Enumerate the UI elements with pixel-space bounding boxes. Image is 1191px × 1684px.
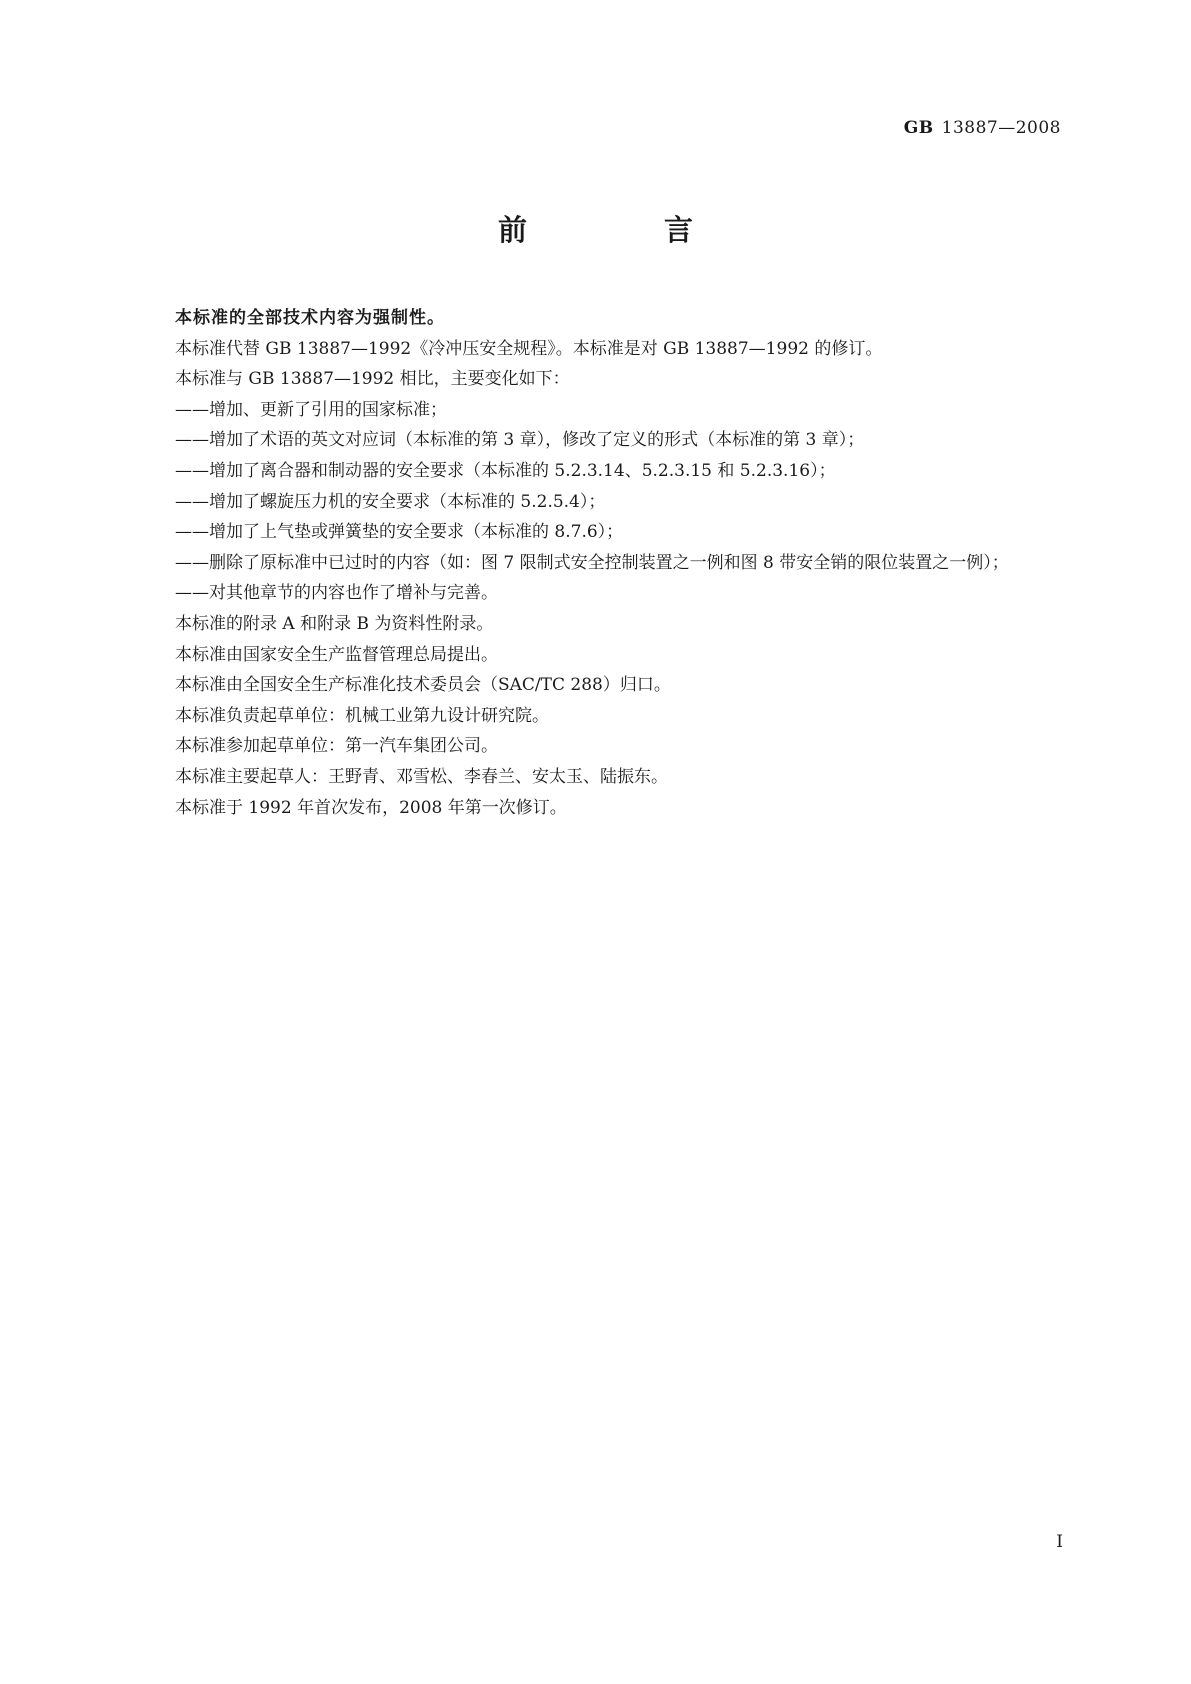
standard-number: 13887—2008 bbox=[941, 118, 1061, 138]
change-item: ——增加了术语的英文对应词（本标准的第 3 章），修改了定义的形式（本标准的第 3 章）； bbox=[175, 430, 865, 451]
appendix-statement: 本标准的附录 A 和附录 B 为资料性附录。 bbox=[175, 613, 494, 634]
page-number: I bbox=[1056, 1532, 1063, 1552]
mandatory-statement: 本标准的全部技术内容为强制性。 bbox=[175, 308, 445, 328]
foreword-body bbox=[175, 303, 1061, 823]
replacement-statement: 本标准代替 GB 13887—1992《冷冲压安全规程》。本标准是对 GB 13887—1992 的修订。 bbox=[175, 338, 883, 359]
change-item: ——增加了离合器和制动器的安全要求（本标准的 5.2.3.14、5.2.3.15 和 5.2.3.16）； bbox=[175, 460, 836, 481]
change-item: ——对其他章节的内容也作了增补与完善。 bbox=[175, 583, 498, 604]
changes-intro: 本标准与 GB 13887—1992 相比，主要变化如下： bbox=[175, 369, 570, 390]
release-history-statement: 本标准于 1992 年首次发布，2008 年第一次修订。 bbox=[175, 797, 567, 818]
drafters-statement: 本标准主要起草人：王野青、邓雪松、李春兰、安太玉、陆振东。 bbox=[175, 766, 668, 787]
standard-prefix: GB bbox=[903, 118, 934, 138]
proposer-statement: 本标准由国家安全生产监督管理总局提出。 bbox=[175, 644, 498, 665]
page-title: 前 言 bbox=[497, 213, 747, 247]
change-item: ——删除了原标准中已过时的内容（如：图 7 限制式安全控制装置之一例和图 8 带安全销的限位装置之一例）； bbox=[175, 552, 1009, 573]
committee-statement: 本标准由全国安全生产标准化技术委员会（SAC/TC 288）归口。 bbox=[175, 675, 671, 696]
participating-unit-statement: 本标准参加起草单位：第一汽车集团公司。 bbox=[175, 736, 498, 757]
standard-code bbox=[904, 118, 1061, 138]
change-item: ——增加了上气垫或弹簧垫的安全要求（本标准的 8.7.6）； bbox=[175, 522, 624, 543]
change-item: ——增加了螺旋压力机的安全要求（本标准的 5.2.5.4）； bbox=[175, 491, 606, 512]
change-item: ——增加、更新了引用的国家标准； bbox=[175, 399, 447, 420]
drafting-unit-statement: 本标准负责起草单位：机械工业第九设计研究院。 bbox=[175, 705, 549, 726]
